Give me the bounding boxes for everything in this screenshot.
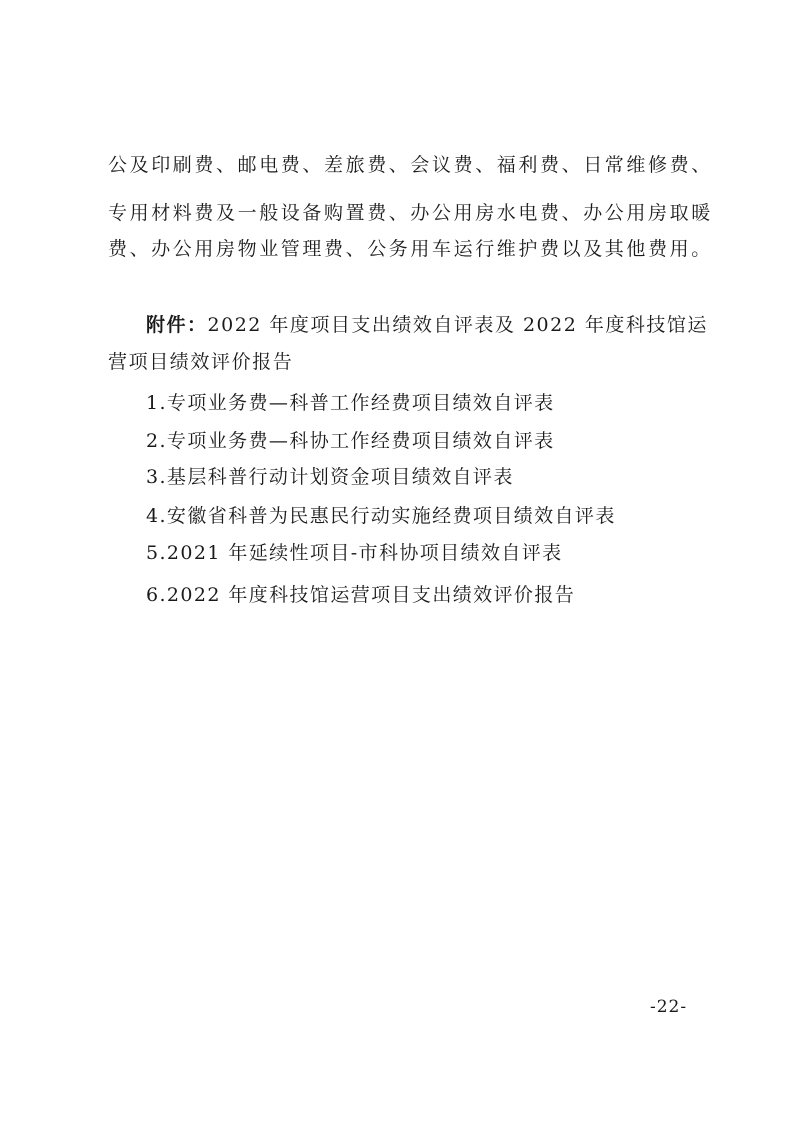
body-text-line: 公及印刷费、邮电费、差旅费、会议费、福利费、日常维修费、 xyxy=(108,154,713,176)
body-text-line: 专用材料费及一般设备购置费、办公用房水电费、办公用房取暖 xyxy=(108,202,713,224)
page-number: -22- xyxy=(650,997,688,1017)
attachment-item: 2.专项业务费—科协工作经费项目绩效自评表 xyxy=(146,430,555,452)
attachment-item: 5.2021 年延续性项目-市科协项目绩效自评表 xyxy=(146,542,563,564)
attachments-heading-text: 2022 年度项目支出绩效自评表及 2022 年度科技馆运 xyxy=(207,314,708,336)
body-text-line: 费、办公用房物业管理费、公务用车运行维护费以及其他费用。 xyxy=(108,238,713,260)
attachment-item: 6.2022 年度科技馆运营项目支出绩效评价报告 xyxy=(146,584,576,606)
attachment-item: 4.安徽省科普为民惠民行动实施经费项目绩效自评表 xyxy=(146,505,616,527)
attachments-label: 附件： xyxy=(146,314,208,336)
attachment-item: 3.基层科普行动计划资金项目绩效自评表 xyxy=(146,466,514,488)
attachment-item: 1.专项业务费—科普工作经费项目绩效自评表 xyxy=(146,392,555,414)
attachments-heading xyxy=(146,312,708,338)
attachments-heading-continuation: 营项目绩效评价报告 xyxy=(108,351,294,373)
